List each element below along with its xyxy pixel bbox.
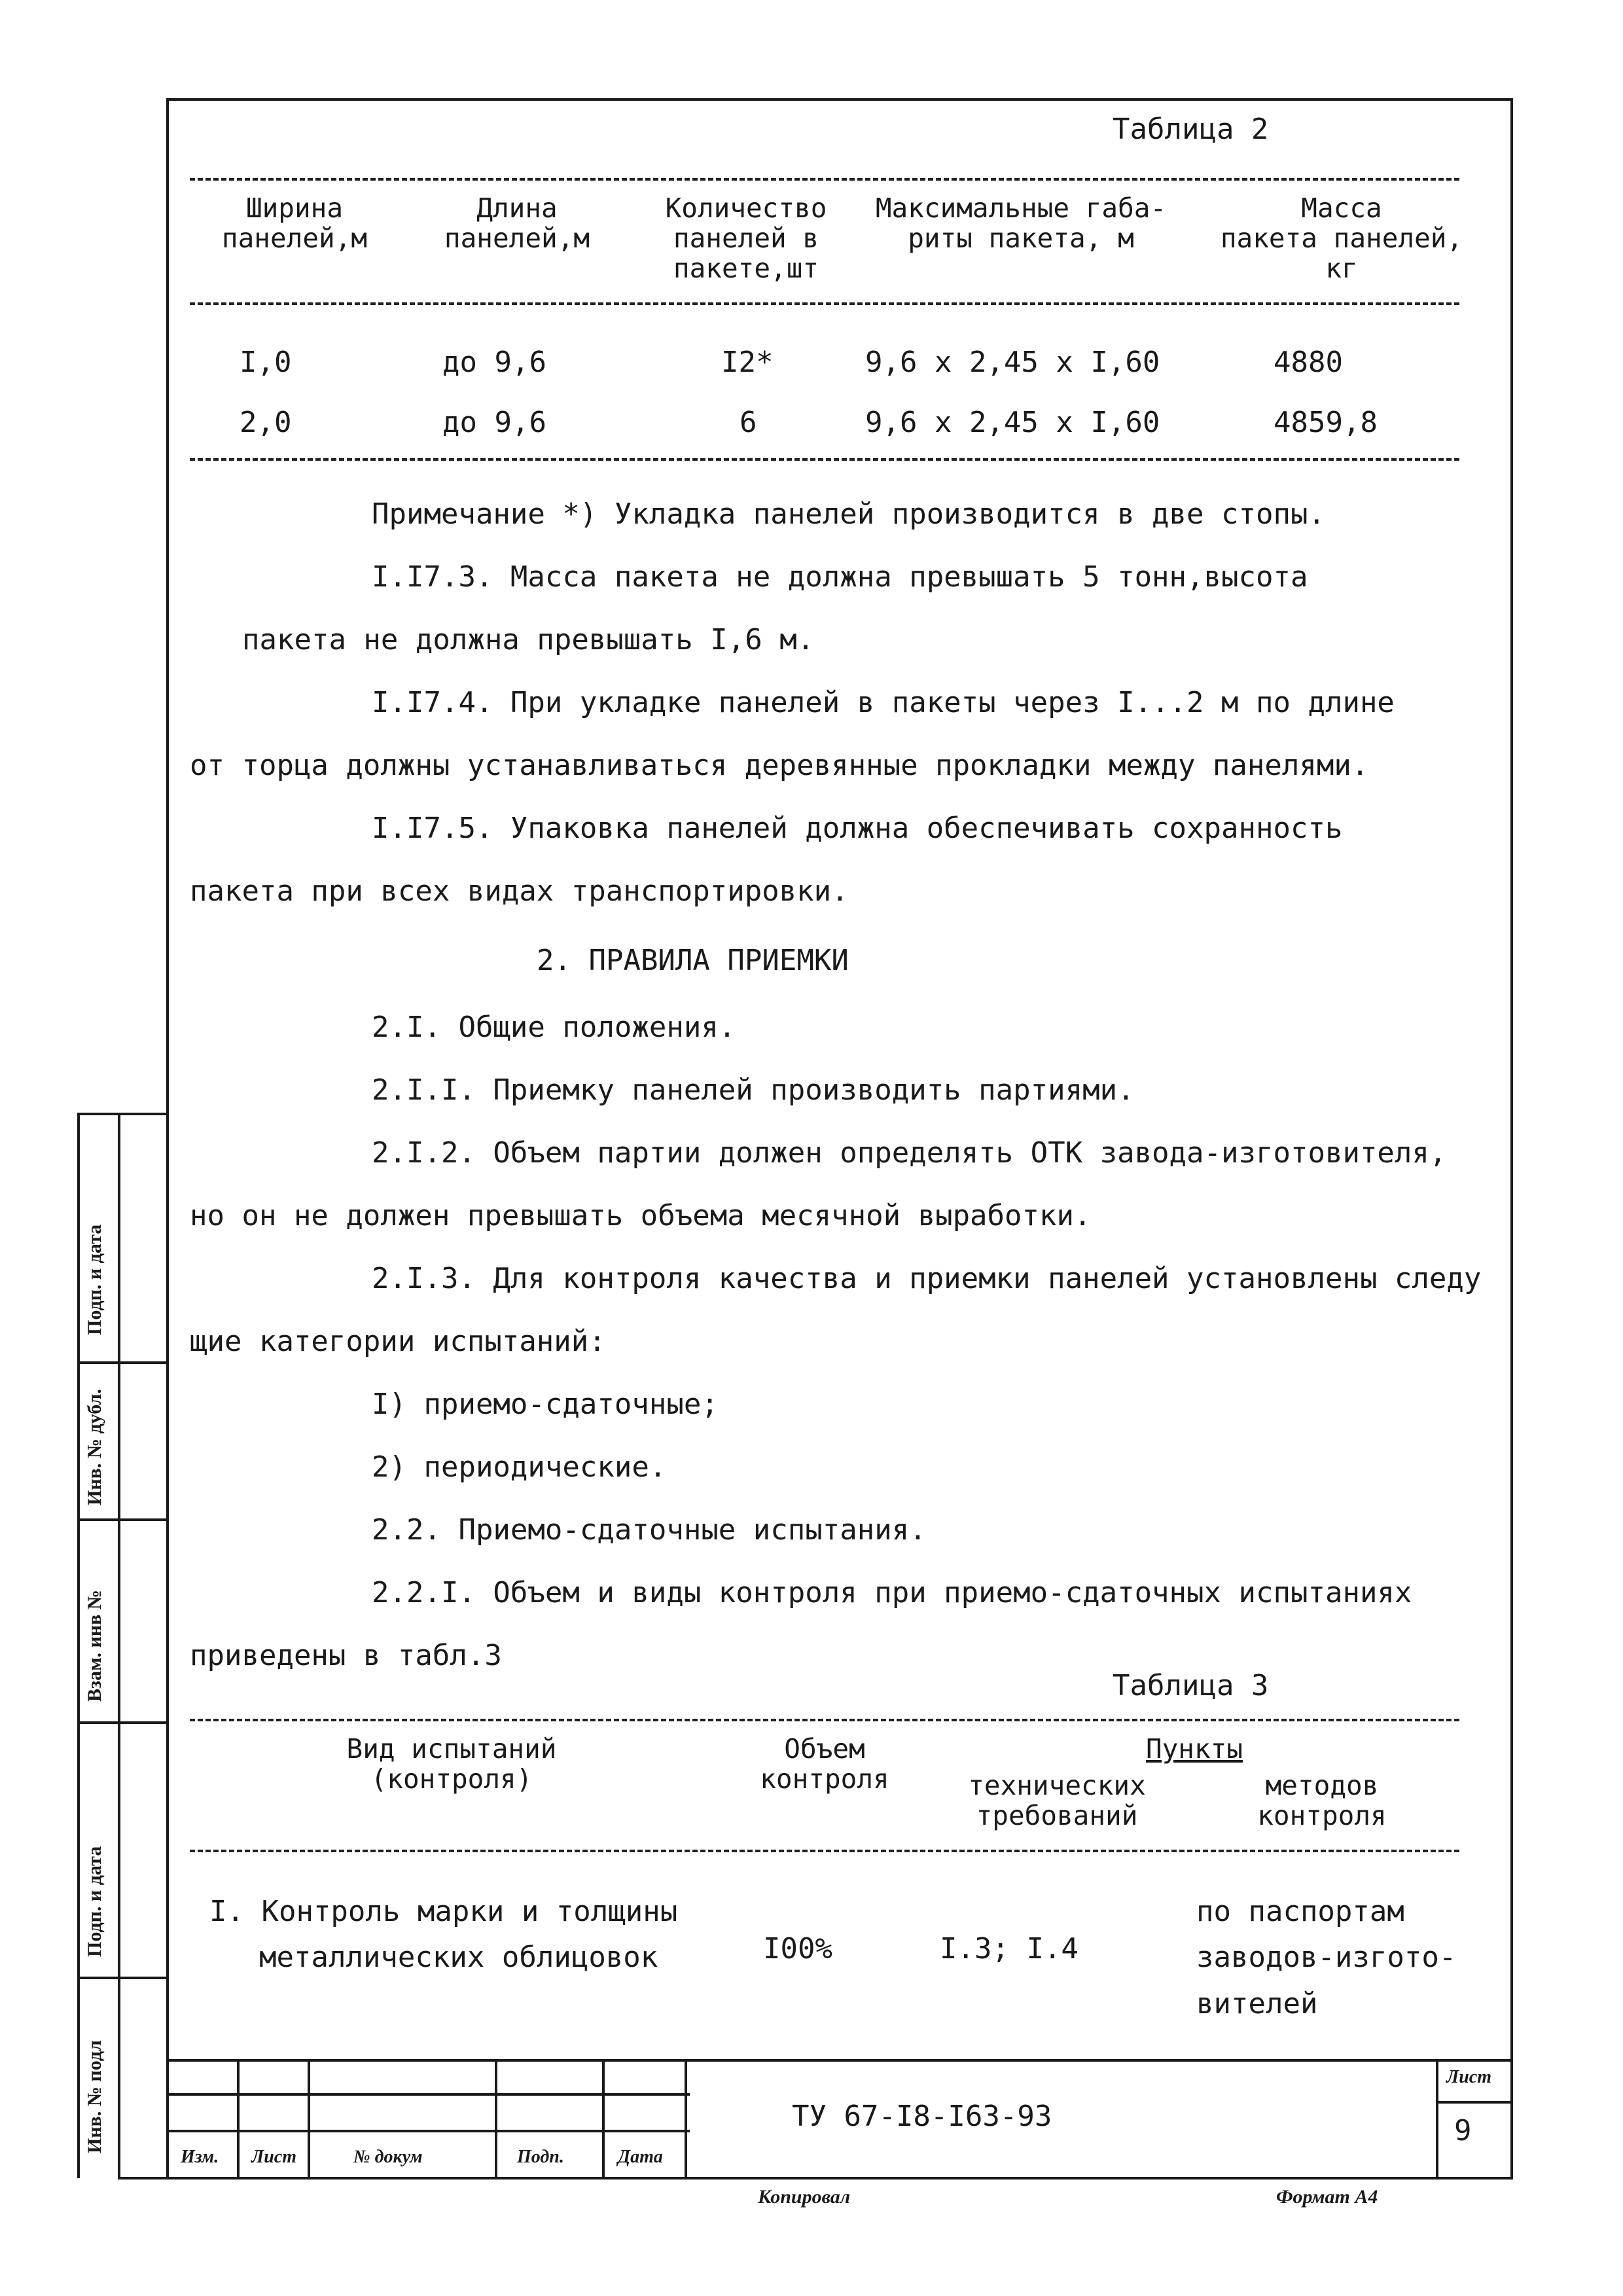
table2-cell: 2,0 — [240, 406, 292, 439]
table2-cell: 6 — [740, 406, 757, 439]
title-block-col — [602, 2059, 605, 2178]
title-col-izm: Изм. — [181, 2147, 219, 2167]
table2-caption: Таблица 2 — [1113, 113, 1269, 146]
table3-cell-methods: по паспортам заводов-изгото- вителей — [1196, 1895, 1457, 2020]
paragraph-line: 2.I.I. Приемку панелей производить партиями. — [372, 1073, 1135, 1107]
sheet-label: Лист — [1446, 2067, 1491, 2087]
stamp-label-vzam-inv: Взам. инв № — [84, 1590, 105, 1702]
title-block-row — [166, 2093, 690, 2096]
table2-cell: 4859,8 — [1274, 406, 1378, 439]
frame-left-border — [166, 98, 169, 2178]
table2-cell: I2* — [721, 346, 774, 379]
table3-cell-type: I. Контроль марки и толщины металлических облицовок — [209, 1895, 678, 1975]
list-item: I) приемо-сдаточные; — [372, 1388, 719, 1421]
table2-rule-top — [190, 178, 1459, 181]
table2-header-width: Ширина панелей,м — [221, 192, 368, 254]
document-designation: ТУ 67-I8-I63-93 — [792, 2100, 1052, 2133]
table2-cell: до 9,6 — [442, 406, 546, 439]
frame-bottom-border — [118, 2177, 1513, 2179]
footer-copied: Копировал — [758, 2186, 851, 2208]
paragraph-line: I.I7.4. При укладке панелей в пакеты через I...2 м по длине — [372, 686, 1395, 719]
title-block-col — [495, 2059, 497, 2178]
table2-cell: I,0 — [240, 346, 292, 379]
table3-rule-mid — [190, 1850, 1459, 1852]
title-block-top — [166, 2059, 1513, 2062]
table2-header-dims: Максимальные габа- риты пакета, м — [875, 192, 1167, 254]
stamp-label-inv-podl: Инв. № подл — [84, 2040, 105, 2153]
note-line: Примечание *) Укладка панелей производится в две стопы. — [372, 497, 1325, 531]
frame-right-border — [1510, 98, 1513, 2178]
stamp-col-left — [77, 1113, 80, 2178]
stamp-label-podp-data-upper: Подп. и дата — [84, 1224, 105, 1335]
paragraph-line: I.I7.5. Упаковка панелей должна обеспечивать сохранность — [372, 812, 1343, 845]
table2-cell: до 9,6 — [442, 346, 546, 379]
table3-cell-volume: I00% — [763, 1932, 832, 1965]
title-block-col — [1436, 2059, 1438, 2178]
title-block-row — [166, 2130, 690, 2132]
table3-header-volume: Объем контроля — [760, 1733, 889, 1795]
table2-cell: 4880 — [1274, 346, 1343, 379]
stamp-col-mid — [118, 1113, 120, 2178]
title-col-list: Лист — [251, 2147, 296, 2167]
title-col-podp: Подп. — [517, 2147, 564, 2167]
stamp-sep — [77, 1518, 168, 1521]
table3-header-group: Пункты — [1145, 1733, 1243, 1765]
paragraph-line: 2.I. Общие положения. — [372, 1011, 736, 1044]
stamp-sep — [77, 1361, 168, 1364]
paragraph-line: пакета не должна превышать I,6 м. — [242, 623, 815, 656]
paragraph-line: 2.I.2. Объем партии должен определять ОТК завода-изготовителя, — [372, 1136, 1447, 1170]
table2-cell: 9,6 x 2,45 x I,60 — [865, 406, 1160, 439]
stamp-label-inv-dubl: Инв. № дубл. — [84, 1389, 105, 1505]
table2-cell: 9,6 x 2,45 x I,60 — [865, 346, 1160, 379]
paragraph-line: от торца должны устанавливаться деревянные прокладки между панелями. — [190, 749, 1369, 782]
paragraph-line: но он не должен превышать объема месячной выработки. — [190, 1199, 1092, 1232]
sheet-box-sep — [1436, 2101, 1513, 2104]
table2-header-count: Количество панелей в пакете,шт — [665, 192, 827, 284]
table2-header-mass: Масса пакета панелей, кг — [1220, 192, 1463, 284]
table3-header-tech: технических требований — [968, 1770, 1146, 1831]
table3-header-methods: методов контроля — [1257, 1770, 1387, 1831]
paragraph-line: I.I7.3. Масса пакета не должна превышать 5 тонн,высота — [372, 560, 1308, 594]
stamp-sep — [77, 1113, 168, 1115]
title-col-data: Дата — [618, 2147, 663, 2167]
subsection-heading: 2.2. Приемо-сдаточные испытания. — [372, 1513, 927, 1547]
paragraph-line: 2.2.I. Объем и виды контроля при приемо-сдаточных испытаниях — [372, 1576, 1412, 1609]
table2-rule-bottom — [190, 458, 1459, 461]
paragraph-line: пакета при всех видах транспортировки. — [190, 874, 849, 908]
table3-caption: Таблица 3 — [1113, 1669, 1269, 1702]
frame-top-border — [166, 98, 1513, 101]
stamp-sep — [77, 1721, 168, 1724]
title-col-dokum: № докум — [353, 2147, 423, 2167]
stamp-label-podp-data-lower: Подп. и дата — [84, 1846, 105, 1957]
title-block-col — [685, 2059, 687, 2178]
stamp-sep — [77, 1977, 168, 1979]
title-block-col — [308, 2059, 310, 2178]
table3-rule-top — [190, 1719, 1459, 1721]
footer-format: Формат А4 — [1276, 2186, 1378, 2208]
paragraph-line: 2.I.3. Для контроля качества и приемки панелей установлены следу — [372, 1262, 1482, 1295]
table3-cell-tech: I.3; I.4 — [940, 1932, 1079, 1965]
paragraph-line: приведены в табл.3 — [190, 1639, 502, 1672]
section-heading: 2. ПРАВИЛА ПРИЕМКИ — [537, 944, 849, 977]
list-item: 2) периодические. — [372, 1450, 667, 1484]
table3-header-type: Вид испытаний (контроля) — [346, 1733, 557, 1795]
table2-rule-mid — [190, 302, 1459, 305]
sheet-number: 9 — [1454, 2114, 1472, 2147]
title-block-col — [237, 2059, 240, 2178]
table2-header-length: Длина панелей,м — [444, 192, 590, 254]
paragraph-line: щие категории испытаний: — [190, 1325, 606, 1358]
